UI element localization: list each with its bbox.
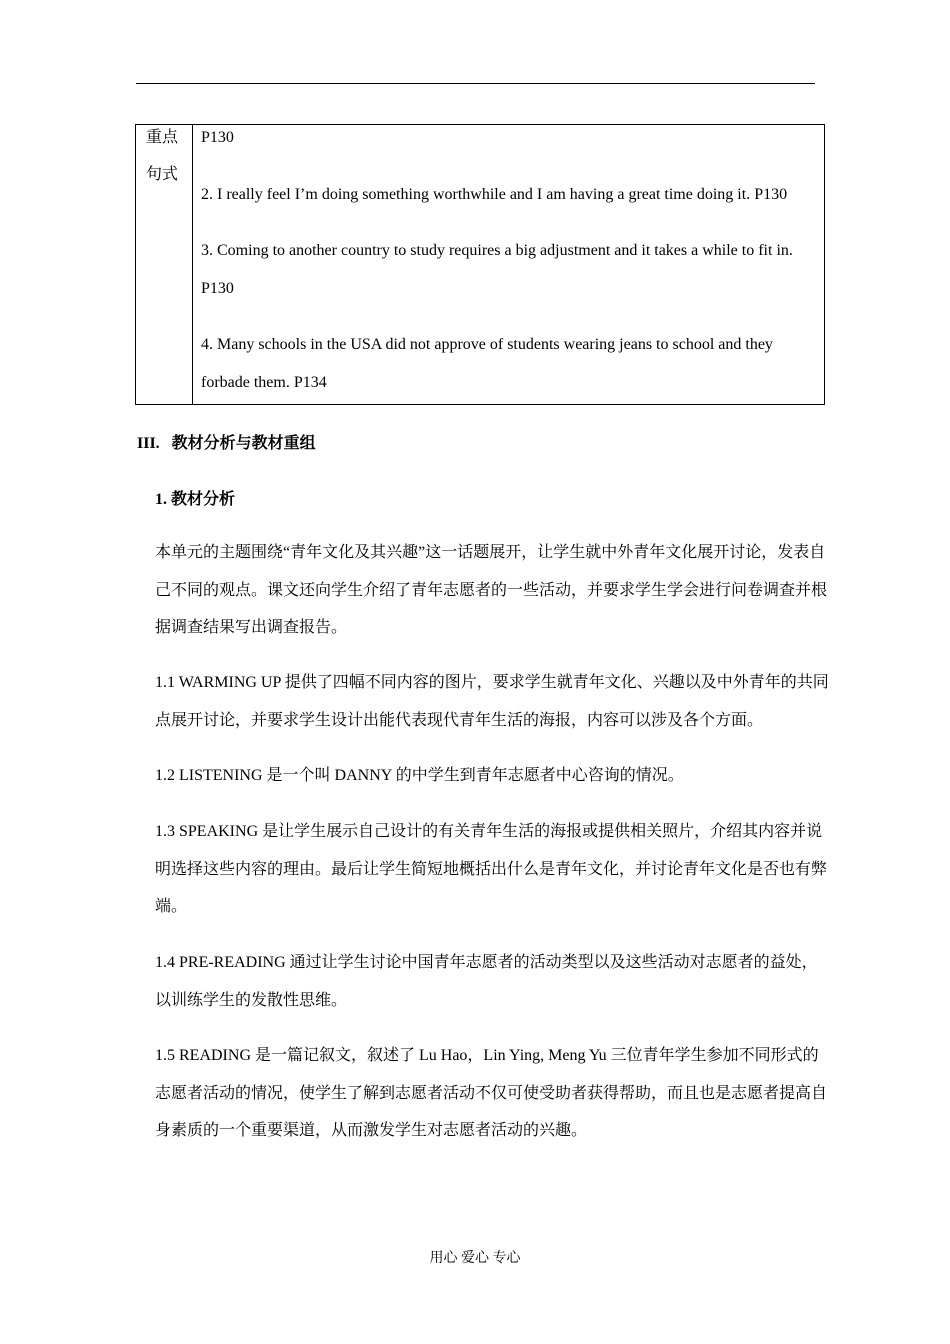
- subsection-heading: 1. 教材分析: [155, 491, 236, 508]
- page-footer: 用心 爱心 专心: [429, 1251, 521, 1266]
- table-label: 重点句式: [146, 129, 179, 183]
- header-rule: [136, 83, 815, 84]
- paragraph-intro: 本单元的主题围绕“青年文化及其兴趣”这一话题展开，让学生就中外青年文化展开讨论，发表自己不同的观点。课文还向学生介绍了青年志愿者的一些活动，并要求学生学会进行问卷调查并根据调查结果写出调查报告。: [155, 544, 828, 636]
- paragraph-1-2: 1.2 LISTENING 是一个叫 DANNY 的中学生到青年志愿者中心咨询的情况。: [155, 767, 684, 784]
- key-sentences-table: [135, 124, 825, 405]
- paragraph-1-3: 1.3 SPEAKING 是让学生展示自己设计的有关青年生活的海报或提供相关照片，介绍其内容并说明选择这些内容的理由。最后让学生简短地概括出什么是青年文化，并讨论青年文化是否也有弊端。: [155, 823, 828, 915]
- sentence-1: P130: [201, 129, 234, 146]
- sentence-3: 3. Coming to another country to study requires a big adjustment and it takes a while to fit in. P130: [201, 242, 793, 297]
- section-heading: III. 教材分析与教材重组: [137, 435, 316, 452]
- sentence-4: 4. Many schools in the USA did not approve of students wearing jeans to school and they forbade them. P134: [201, 336, 773, 391]
- table-label-cell: [136, 125, 193, 405]
- paragraph-1-1: 1.1 WARMING UP 提供了四幅不同内容的图片，要求学生就青年文化、兴趣以及中外青年的共同点展开讨论，并要求学生设计出能代表现代青年生活的海报，内容可以涉及各个方面。: [155, 674, 829, 729]
- paragraph-1-4: 1.4 PRE-READING 通过让学生讨论中国青年志愿者的活动类型以及这些活动对志愿者的益处，以训练学生的发散性思维。: [155, 954, 818, 1009]
- paragraph-1-5: 1.5 READING 是一篇记叙文，叙述了 Lu Hao，Lin Ying, Meng Yu 三位青年学生参加不同形式的志愿者活动的情况，使学生了解到志愿者活动不仅可使受助者获得帮助，而且也是志愿者提高自身素质的一个重要渠道，从而激发学生对志愿者活动的兴趣。: [155, 1047, 828, 1139]
- table-content-cell: [193, 125, 825, 405]
- sentence-2: 2. I really feel I’m doing something worthwhile and I am having a great time doing it. P130: [201, 185, 788, 203]
